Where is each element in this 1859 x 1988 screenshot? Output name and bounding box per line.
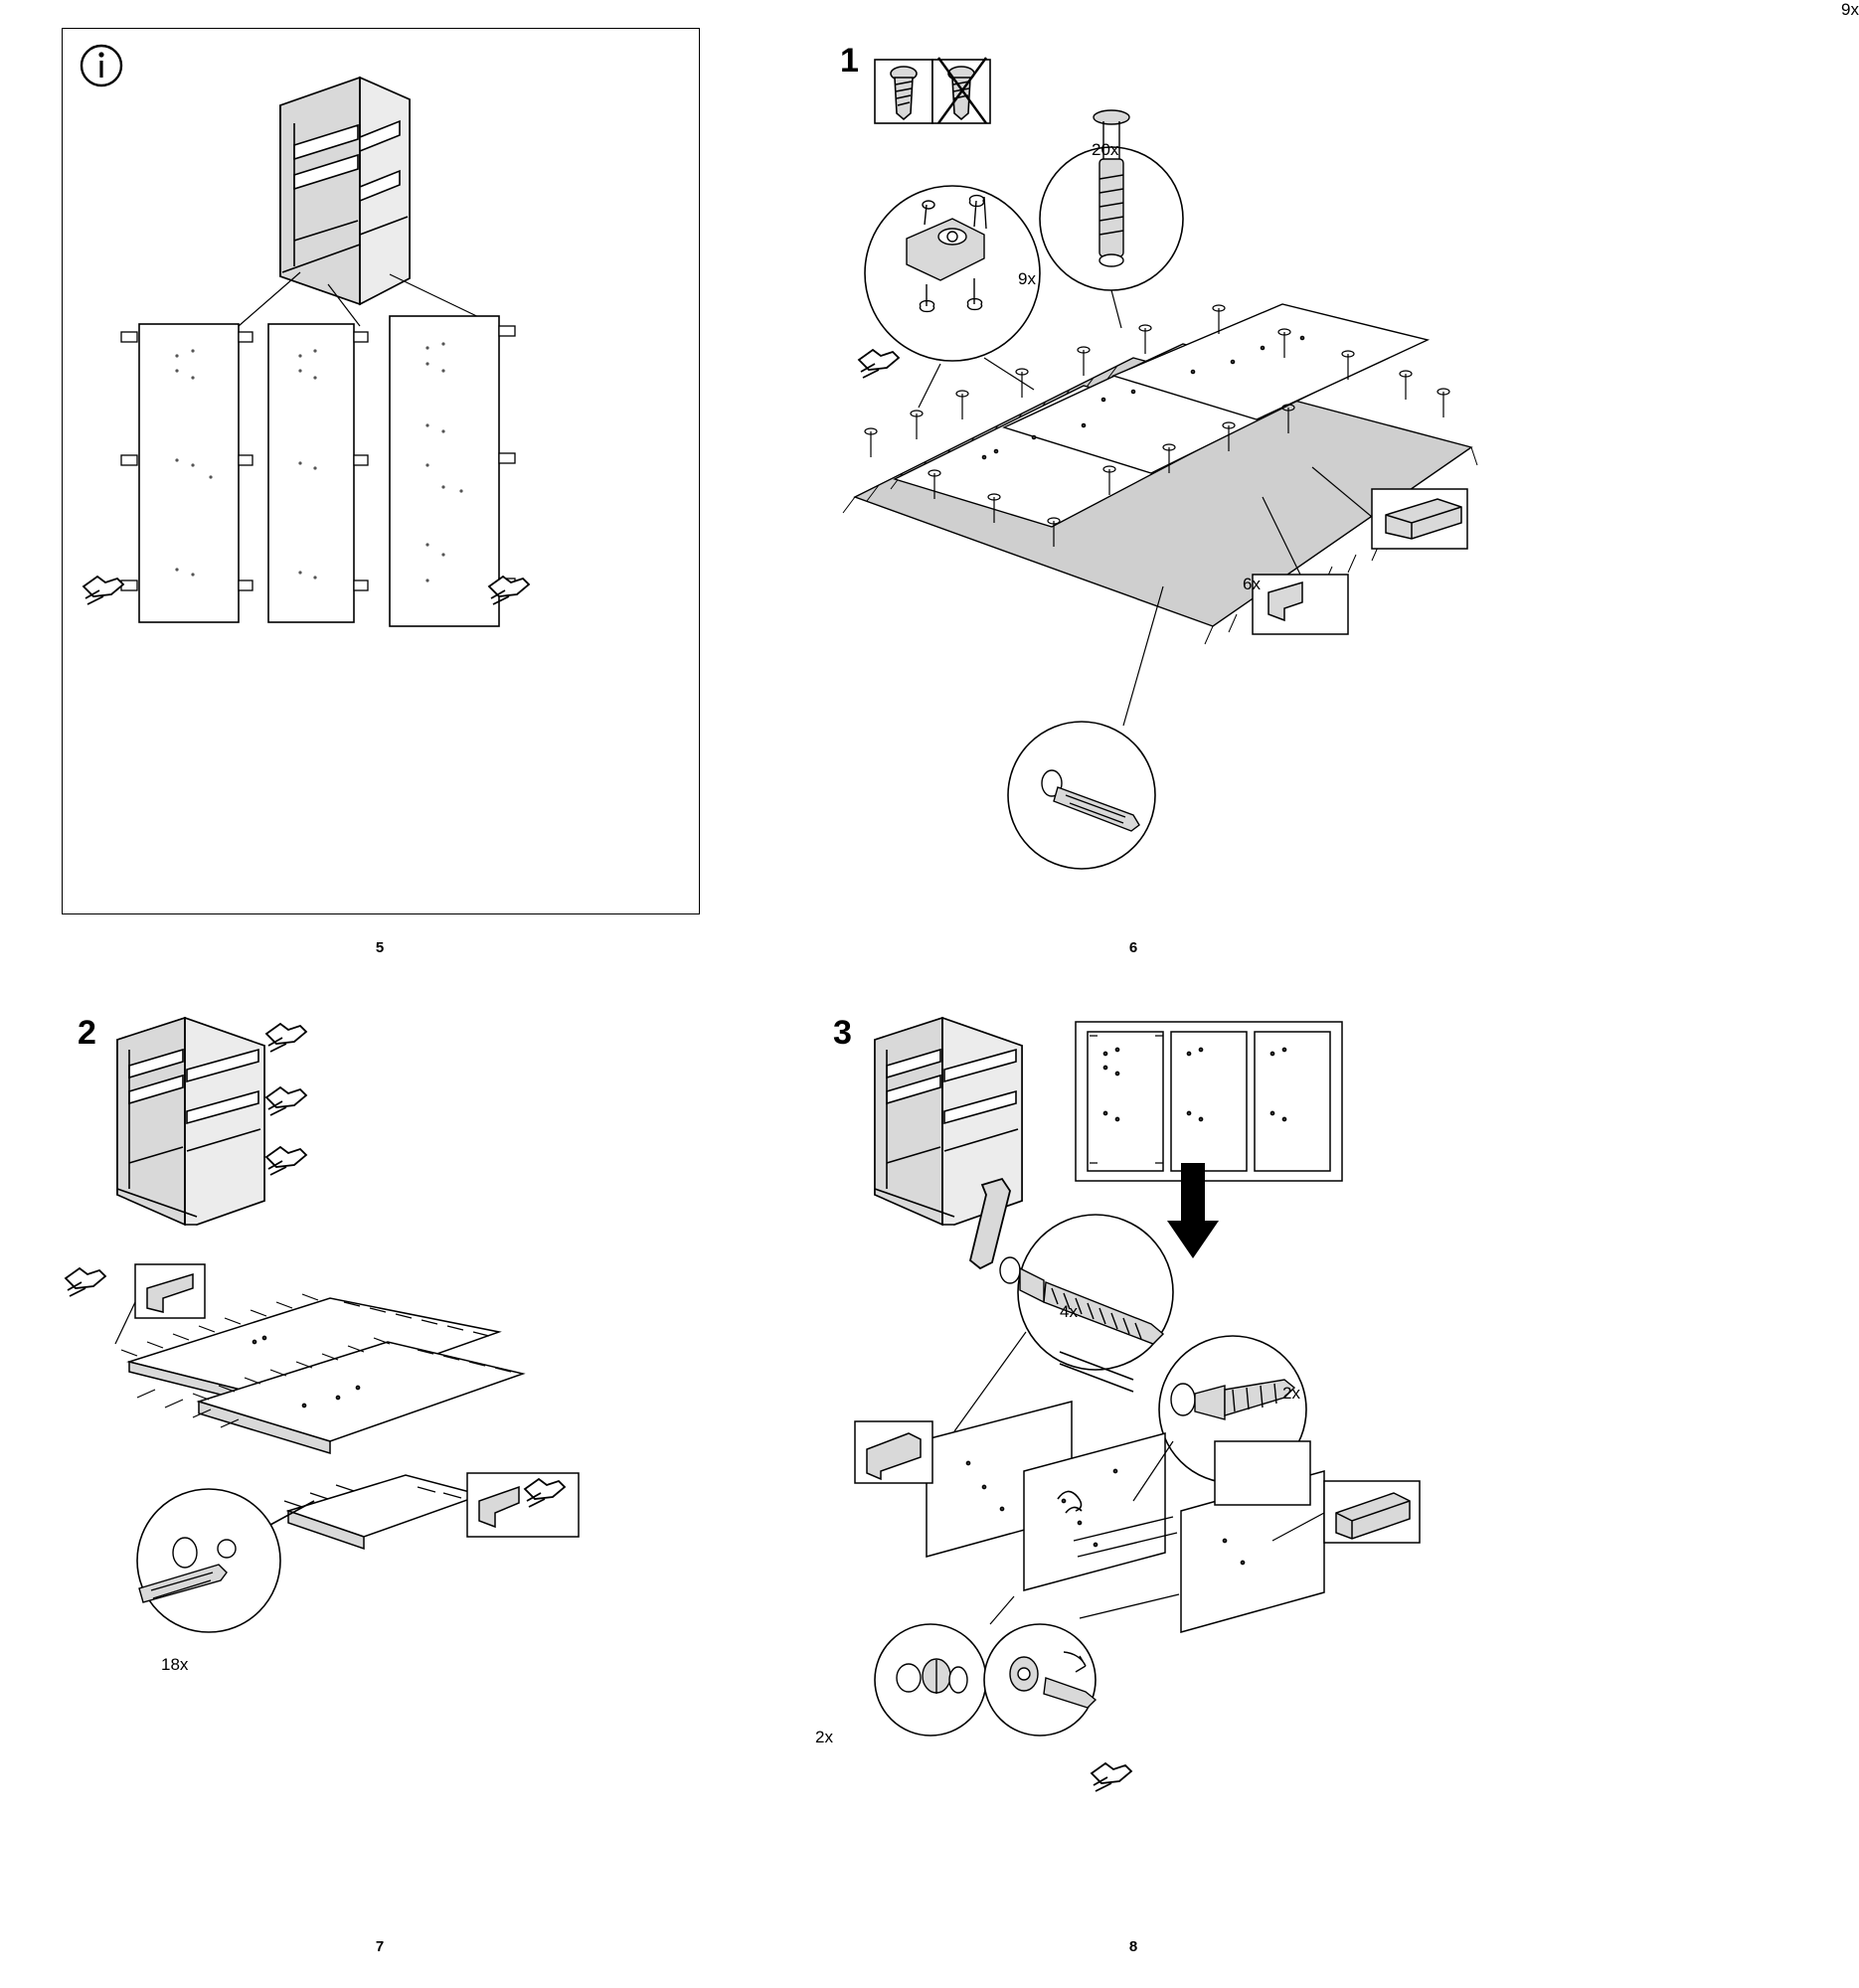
side-panel-right — [390, 316, 515, 626]
hand-icon — [266, 1024, 306, 1175]
back-panel-middle — [268, 324, 368, 622]
quantity-9x-label: 9x — [1018, 269, 1036, 288]
step-2-graphics — [60, 1004, 706, 1879]
cam-fitting-callout — [865, 186, 1040, 361]
back-panels-group — [1076, 1022, 1342, 1181]
step-number-1: 1 — [840, 42, 859, 80]
quantity-2x-label-top: 2x — [1282, 1384, 1300, 1403]
dowel-callout-6x — [1008, 722, 1155, 869]
cam-lock-callout-2x — [875, 1624, 1096, 1736]
quantity-4x-label: 4x — [1060, 1302, 1078, 1321]
step-3-graphics — [835, 1004, 1511, 1879]
edge-detail-box-step3-far-right — [1324, 1481, 1420, 1543]
quantity-6x-label: 6x — [1243, 575, 1261, 593]
edge-detail-box-right — [467, 1473, 579, 1537]
quantity-9x: 9x — [1841, 0, 1859, 19]
page-number-6: 6 — [1128, 939, 1138, 956]
info-panel-graphics — [62, 28, 698, 912]
page-number-7: 7 — [375, 1938, 385, 1955]
edge-detail-box-step3-right — [1215, 1441, 1310, 1505]
hand-icon — [66, 1268, 105, 1296]
dowel-callout-20x — [1040, 110, 1183, 290]
cabinet-frame-illustration — [280, 78, 410, 304]
edge-detail-box-step3-left — [855, 1421, 932, 1483]
side-panel-left — [121, 324, 253, 622]
quantity-20x-label: 20x — [1092, 140, 1119, 159]
info-icon — [82, 46, 121, 85]
step-number-3: 3 — [833, 1014, 852, 1052]
step-1-graphics — [835, 30, 1491, 905]
quantity-18x-label: 18x — [161, 1655, 189, 1674]
edge-detail-box-left — [135, 1264, 205, 1318]
cabinet-frame-step2 — [117, 1018, 264, 1225]
page-number-5: 5 — [375, 939, 385, 956]
hand-icon — [859, 350, 899, 378]
step-number-2: 2 — [78, 1014, 96, 1052]
hand-icon — [1092, 1763, 1131, 1791]
screw-guidance-boxes — [875, 58, 990, 123]
quantity-2x-label-bottom: 2x — [815, 1728, 833, 1746]
page-number-8: 8 — [1128, 1938, 1138, 1955]
long-screw-callout-4x — [1000, 1215, 1173, 1392]
